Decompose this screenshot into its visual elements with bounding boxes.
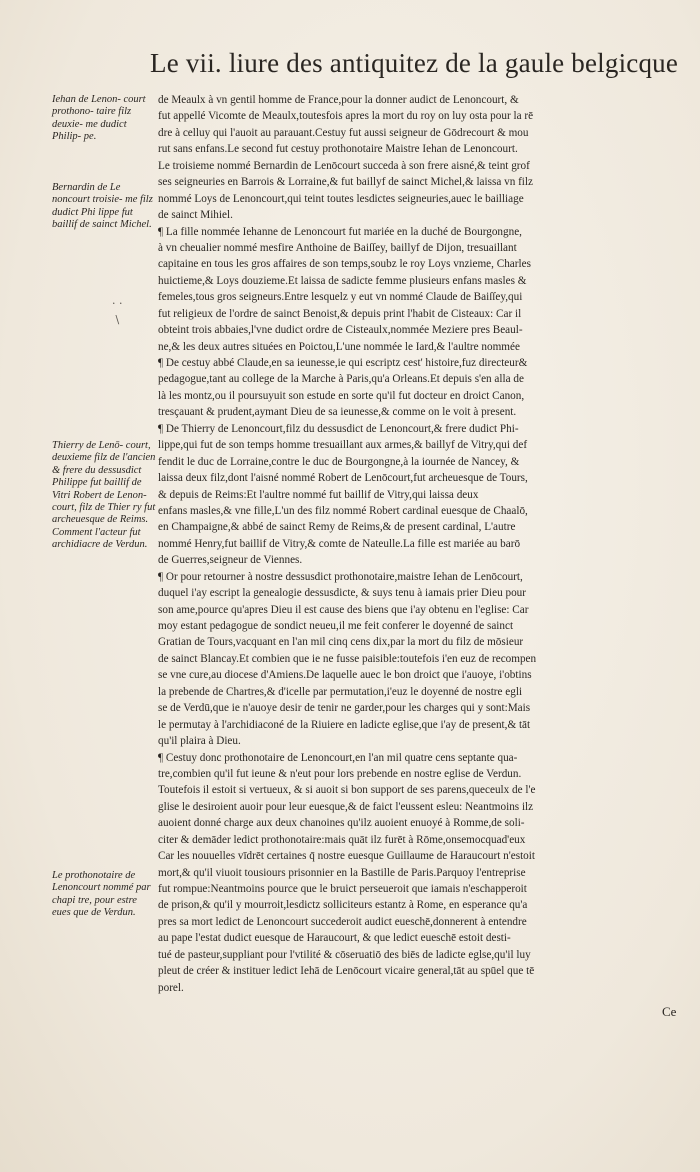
marginal-marks: · · \: [112, 297, 123, 326]
text-line: pleut de créer & instituer ledict Iehā de Lenōcourt vicaire general,tāt au spūel que tē: [158, 965, 535, 978]
text-line: ne,& les deux autres situées en Poictou,L'une nommée le Iard,& l'aultre nommée: [158, 340, 520, 353]
text-line: capitaine en tous les gros affaires de son temps,soubz le roy Loys vnzieme, Charles: [158, 258, 531, 271]
text-line: ¶ La fille nommée Iehanne de Lenoncourt fut mariée en la duché de Bourgongne,: [158, 225, 522, 238]
text-line: de sainct Blancay.Et combien que ie ne fusse paisible:toutefois i'en euz de recompen: [158, 652, 537, 665]
text-line: auoient donné charge aux deux chanoines qu'ilz auoient enuoyé à Romme,de soli-: [158, 817, 525, 830]
text-line: fut appellé Vicomte de Meaulx,toutesfois apres la mort du roy on luy osta pour la rē: [158, 110, 534, 123]
text-line: Gratian de Tours,vacquant en l'an mil cinq cens dix,par la mort du filz de mōsieur: [158, 636, 524, 649]
text-line: nommé Loys de Lenoncourt,qui teint toutes lesdictes seigneuries,auec le bailliage: [158, 192, 524, 205]
text-line: ¶ Cestuy donc prothonotaire de Lenoncourt,en l'an mil quatre cens septante qua-: [158, 751, 518, 764]
text-line: tre,combien qu'il fut ieune & n'eut pour lors prebende en nostre eglise de Verdun.: [158, 767, 522, 780]
text-line: la prebende de Chartres,& d'icelle par permutation,i'euz le doyenné de nostre egli: [158, 685, 523, 698]
catchword: Ce: [662, 1004, 677, 1019]
text-line: tué de pasteur,suppliant pour l'vtilité & cōseruatiō des biēs de ladicte eglse,qu'il luy: [158, 948, 531, 961]
text-line: ¶ De cestuy abbé Claude,en sa ieunesse,ie qui escriptz cest' histoire,fuz directeur&: [158, 357, 528, 369]
text-line: dre à celluy qui l'auoit au parauant.Cestuy fut aussi seigneur de Gōdrecourt & mou: [158, 126, 529, 139]
text-line: laissa deux filz,dont l'aisné nommé Robert de Lenōcourt,fut archeuesque de Tours,: [158, 472, 528, 485]
text-line: fut religieux de l'ordre de sainct Benoist,& depuis print l'habit de Cisteaux: Car il: [158, 307, 522, 320]
margin-note: Thierry de Lenō- court, deuxieme filz de l'ancien & frere du dessusdict Philippe fut baillif de Vitri Robert de Lenon- court, filz de Thier ry fut archeuesque de Reims. Comment l'acteur fut archidiacre de Verdun.: [52, 440, 156, 551]
text-line: enfans masles,& vne fille,L'un des filz nommé Robert cardinal euesque de Chaalō,: [158, 504, 528, 517]
text-line: de prison,& qu'il y mourroit,lesdictz solliciteurs estantz à Rome, en esperance qu'a: [158, 899, 528, 912]
text-line: porel.: [158, 981, 184, 994]
text-line: pedagogue,tant au college de la Marche à Paris,qu'a Orleans.Et depuis s'en alla de: [158, 373, 524, 386]
text-line: glise le desiroient auoir pour leur euesque,& de faict l'eussent esleu: Neantmoins ilz: [158, 800, 534, 813]
text-line: ¶ Or pour retourner à nostre dessusdict prothonotaire,maistre Iehan de Lenōcourt,: [158, 570, 523, 583]
text-line: le permutay à l'archidiaconé de la Riuiere en ladicte eglise,que i'ay de present,& tāt: [158, 718, 531, 731]
text-line: mort,& qu'il viuoit tousiours prisonnier en la Bastille de Paris.Parquoy l'entreprise: [158, 866, 526, 879]
text-line: de sainct Mihiel.: [158, 209, 233, 222]
text-line: duquel i'ay escript la genealogie dessusdicte, & suys tenu à iamais prier Dieu pour: [158, 587, 526, 600]
margin-note: Le prothonotaire de Lenoncourt nommé par chapi tre, pour estre eues que de Verdun.: [52, 870, 151, 919]
text-line: au pape l'estat dudict euesque de Haraucourt, & que ledict eueschē estoit desti-: [158, 932, 511, 945]
text-line: de Meaulx à vn gentil homme de France,pour la donner audict de Lenoncourt, &: [158, 94, 519, 106]
margin-note: Iehan de Lenon- court prothono- taire filz deuxie- me dudict Philip- pe.: [52, 94, 146, 143]
text-line: de Guerres,seigneur de Viennes.: [158, 554, 303, 567]
text-line: Car les nouuelles vīdrēt certaines q̄ nostre euesque Guillaume de Haraucourt n'estoit: [158, 850, 535, 863]
text-line: Le troisieme nommé Bernardin de Lenōcourt succeda à son frere aisné,& teint grof: [158, 159, 530, 172]
text-line: Toutefois il estoit si vertueux, & si auoit si bon support de ses parens,queceulx de l'e: [158, 784, 536, 797]
text-line: tresçauant & prudent,aymant Dieu de sa ieunesse,& comme on le voit à present.: [158, 406, 517, 419]
text-line: ses seigneuries en Barrois & Lorraine,& fut baillyf de sainct Michel,& laissa vn filz: [158, 176, 533, 189]
text-line: femeles,tous gros seigneurs.Entre lesquelz y eut vn nommé Claude de Baiſſey,qui: [158, 291, 523, 304]
text-line: fut rompue:Neantmoins pource que le bruict perseueroit que iamais n'eschapperoit: [158, 883, 527, 895]
text-line: se vne cure,au diocese d'Amiens.De laquelle auec le bon droict que i'auoye, i'obtins: [158, 669, 532, 682]
text-line: nommé Henry,fut baillif de Vitry,& comte de Nateulle.La fille est mariée au barō: [158, 537, 521, 550]
text-line: se de Verdū,que ie n'auoye desir de tenir ne garder,pour les charges qui y sont:Mais: [158, 702, 531, 715]
text-line: rut sans enfans.Le second fut cestuy prothonotaire Maistre Iehan de Lenoncourt.: [158, 143, 518, 156]
text-line: obteint trois abbaies,l'vne dudict ordre de Cisteaulx,nommée Meziere pres Beaul-: [158, 324, 523, 337]
text-line: citer & demāder ledict prothonotaire:mais quāt ilz furēt à Rōme,onsemocquad'eux: [158, 833, 526, 846]
running-header: Le vii. liure des antiquitez de la gaule belgicque: [150, 48, 679, 78]
body-text: [158, 92, 680, 996]
text-line: en Champaigne,& abbé de sainct Remy de Reims,& de present cardinal, L'autre: [158, 521, 516, 534]
text-line: lippe,qui fut de son temps homme tresuaillant aux armes,& baillyf de Vitry,qui def: [158, 439, 528, 452]
text-line: huictieme,& Loys douzieme.Et laissa de sadicte femme plusieurs enfans masles &: [158, 274, 527, 287]
text-line: là les montz,ou il poursuyuit son estude en sorte qu'il fut docteur en droict Canon,: [158, 389, 525, 402]
margin-note: Bernardin de Le noncourt troisie- me filz dudict Phi lippe fut baillif de sainct Michel.: [52, 182, 153, 231]
text-line: moy estant pedagogue de sondict neueu,il me feit conferer le doyenné de sainct: [158, 620, 514, 632]
text-line: son ame,pource qu'apres Dieu il est cause des biens que i'ay obtenu en l'eglise: Car: [158, 603, 529, 616]
text-line: pres sa mort ledict de Lenoncourt succederoit audict eueschē,donnerent à entendre: [158, 915, 527, 928]
text-line: à vn cheualier nommé mesfire Anthoine de Baiſſey, baillyf de Dijon, tresuaillant: [158, 241, 517, 254]
text-line: & depuis de Reims:Et l'aultre nommé fut baillif de Vitry,qui laissa deux: [158, 488, 479, 501]
text-line: fendit le duc de Lorraine,contre le duc de Bourgongne,à la iournée de Nancey, &: [158, 455, 520, 468]
text-line: ¶ De Thierry de Lenoncourt,filz du dessusdict de Lenoncourt,& frere dudict Phi-: [158, 422, 519, 435]
text-line: qu'il plaira à Dieu.: [158, 735, 241, 748]
